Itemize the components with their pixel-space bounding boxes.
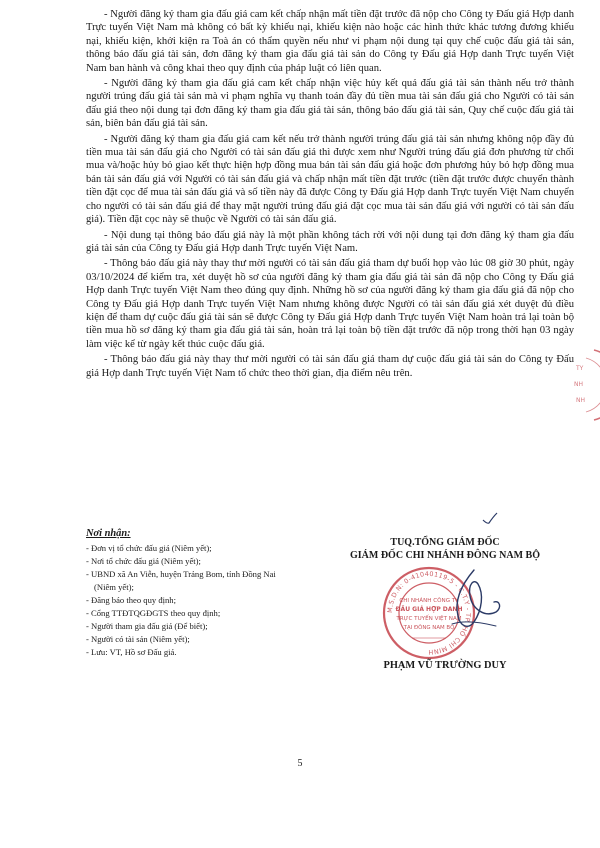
signer-title-authority: TUQ.TỔNG GIÁM ĐỐC [390,537,500,548]
document-footer [86,528,574,698]
svg-text:TY: TY [576,365,584,372]
recipient-item: - Cổng TTĐTQGĐGTS theo quy định; [86,608,221,618]
recipient-item: - Đăng báo theo quy định; [86,595,176,605]
paragraph-auction-invitation: - Thông báo đấu giá này thay thư mời người có tài sản đấu giá tham dự cuộc đấu giá tài sản do Công ty Đấu giá Hợp danh Trực tuyến Việt Nam tổ chức theo thời gian, địa điểm nêu trên. [86,354,574,379]
paragraph-payment-failure: - Người đăng ký tham gia đấu giá cam kết nếu trở thành người trúng đấu giá tài sản nhưng không nộp đầy đủ tiền mua tài sản đấu giá cho Người có tài sản đấu giá thì được xem như Người trúng đấu giá đơn phương từ chối mua và/hoặc hủy bỏ giao kết thực hiện hợp đồng mua bán tài sản đấu giá hoặc đơn phương hủy bỏ hợp đồng mua bán tài sản đấu giá với Người có tài sản đấu giá và chấp nhận mất tiền đặt trước (tiền đặt trước được chuyển thành tiền đặt cọc để mua tài sản đấu giá và số tiền này đã được Công ty Đấu giá Hợp danh Trực tuyến Việt Nam chuyển cho người có tài sản đấu giá để thay mặt người trúng đấu giá đặt cọc mua tài sản đấu giá với người có tài sản đấu giá). Tiền đặt cọc này sẽ thuộc về Người có tài sản đấu giá. [86,133,574,226]
seal-ring-text: M.S.D.N: 0-41040119-5 - C.T.Y - TP. HỒ CHÍ MINH [385,569,473,657]
recipient-item: - Người tham gia đấu giá (Để biết); [86,621,208,631]
recipient-item: - Nơi tổ chức đấu giá (Niêm yết); [86,556,201,566]
svg-text:NH: NH [576,397,585,404]
margin-stamp [560,348,600,422]
recipient-item: - Lưu: VT, Hồ sơ Đấu giá. [86,647,177,657]
recipients-block [86,528,296,659]
recipient-item: - Người có tài sản (Niêm yết); [86,634,190,644]
signature-block [316,536,574,671]
signer-title-position: GIÁM ĐỐC CHI NHÁNH ĐÔNG NAM BỘ [350,550,540,561]
recipient-item: - Đơn vị tổ chức đấu giá (Niêm yết); [86,543,212,553]
paragraph-cancel-result: - Người đăng ký tham gia đấu giá cam kết chấp nhận việc hủy kết quả đấu giá tài sản thành nếu trở thành người trúng đấu giá tài sản mà vi phạm nghĩa vụ thanh toán đầy đủ tiền mua tài sản đấu giá cho Người có tài sản đấu giá theo nội dung tại đơn đăng ký tham gia đấu giá tài sản, thông báo đấu giá tài sản, Quy chế cuộc đấu giá tài sản, biên bản đấu giá tài sản. [86,78,574,130]
recipients-list [86,542,296,659]
seal-center-line: CHI NHÁNH CÔNG TY [399,598,459,604]
seal-center-line: TẠI ĐÔNG NAM BỘ [403,625,455,631]
paragraph-meeting-invitation: - Thông báo đấu giá này thay thư mời người có tài sản đấu giá tham dự buổi họp vào lúc 08 giờ 30 phút, ngày 03/10/2024 để kiểm tra, xét duyệt hồ sơ của người đăng ký tham gia đấu giá tài sản đã nộp cho Công ty Đấu giá Hợp danh Trực tuyến Việt Nam theo đúng quy định. Những hồ sơ của người đăng ký tham gia đấu giá đã nộp cho Công ty Đấu giá Hợp danh Trực tuyến Việt Nam nhưng không được Người có tài sản đấu giá xét duyệt đủ điều kiện để tham dự cuộc đấu giá tài sản sẽ được Công ty Đấu giá Hợp danh Trực tuyến Việt Nam hoàn trả lại toàn bộ tiền mua hồ sơ đăng ký tham gia đấu giá tài sản, hoàn trả lại toàn bộ tiền đặt trước đã nộp trong thời hạn 03 ngày làm việc kể từ ngày kết thúc cuộc đấu giá. [86,258,574,350]
signer-name: PHẠM VŨ TRƯỜNG DUY [383,660,507,671]
handwritten-signature [444,566,504,636]
paragraph-integral-part: - Nội dung tại thông báo đấu giá này là một phần không tách rời với nội dung tại đơn đăng ký tham gia đấu giá tài sản của Công ty Đấu giá Hợp danh Trực tuyến Việt Nam. [86,229,574,254]
seal-center-line: ĐẤU GIÁ HỢP DANH [395,606,463,613]
handwritten-tick-mark [482,512,498,526]
seal-center-line: TRỰC TUYẾN VIỆT NAM [396,616,462,622]
paragraph-forfeit-deposit: - Người đăng ký tham gia đấu giá cam kết chấp nhận mất tiền đặt trước đã nộp cho Công ty Đấu giá Hợp danh Trực tuyến Việt Nam mà không có bất kỳ khiếu nại, khiếu kiện nào hoặc các hình thức khác tương đương khiếu nại, khiếu kiện, khởi kiện ra Toà án có thẩm quyền nếu như vi phạm nội dung tại quy chế cuộc đấu giá tài sản, thông báo đấu giá tài sản, đơn đăng ký tham gia đấu giá tài sản do Công ty Đấu giá Hợp danh Trực tuyến Việt Nam ban hành và công khai theo quy định của pháp luật có liên quan. [86,9,574,74]
svg-text:NH: NH [574,381,583,388]
page-number: 5 [297,758,303,769]
recipient-item: - UBND xã An Viễn, huyện Trảng Bom, tỉnh Đồng Nai (Niêm yết); [86,569,276,592]
recipients-title: Nơi nhận: [86,528,131,539]
body-text [86,8,574,382]
